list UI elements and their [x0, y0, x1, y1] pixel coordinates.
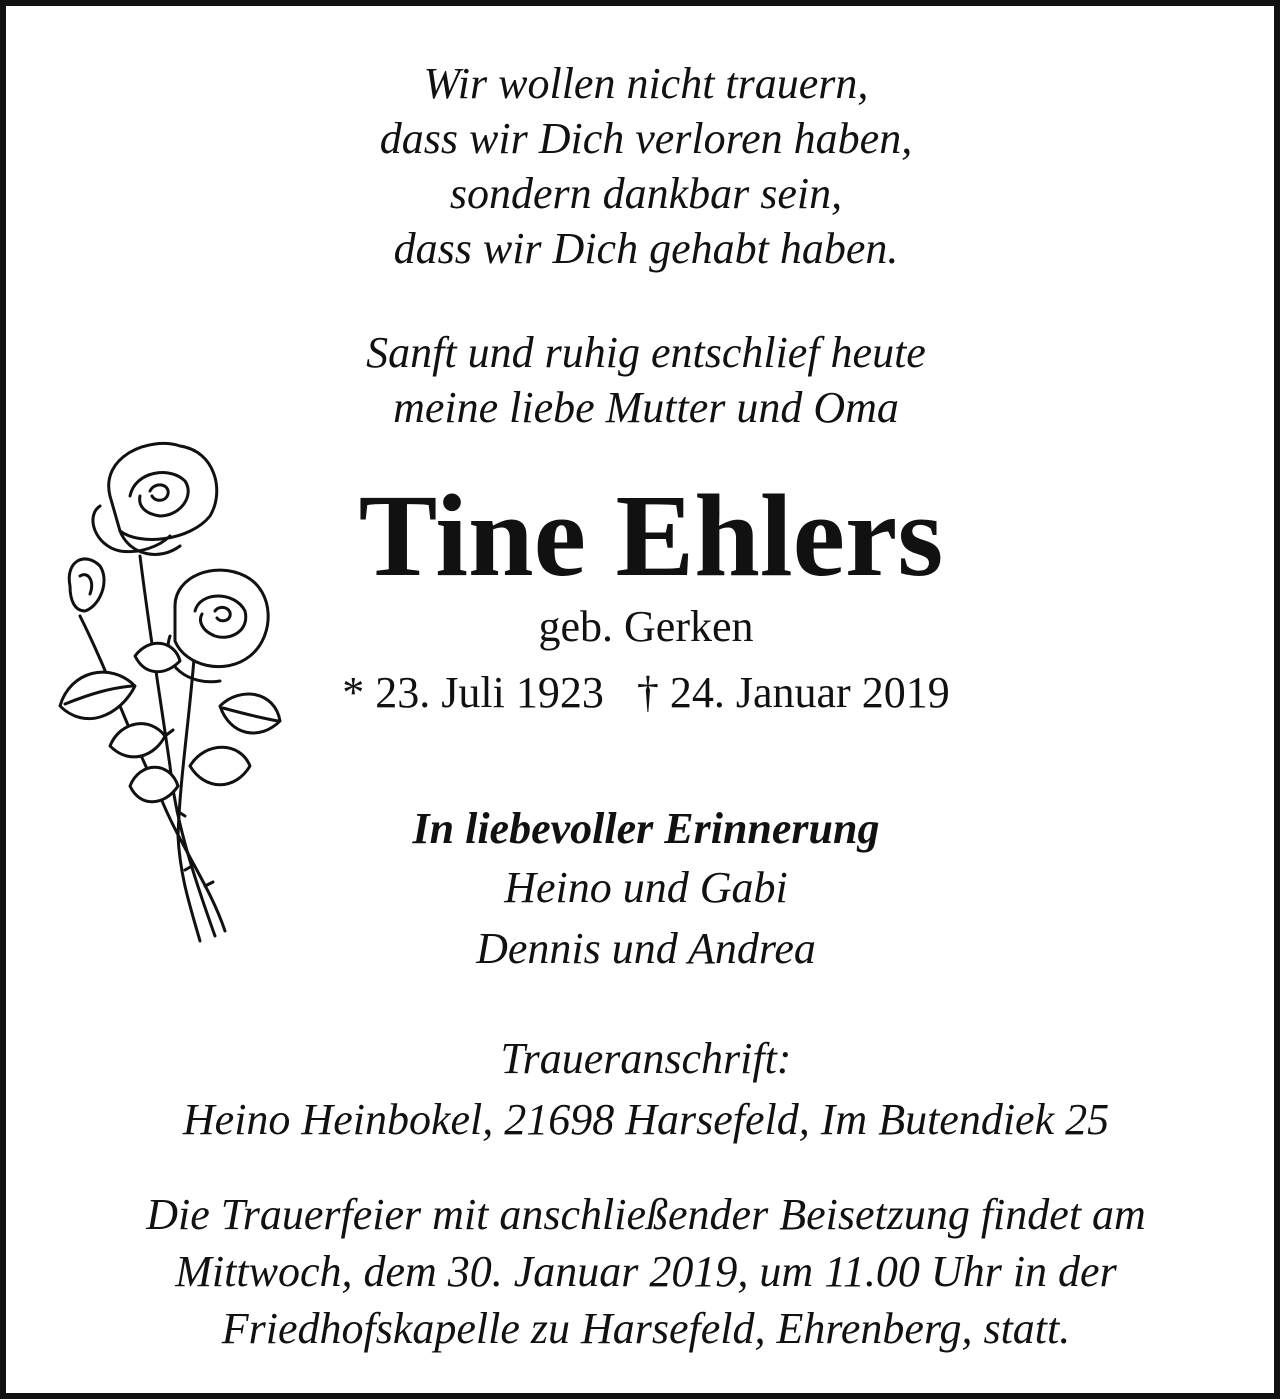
- intro-line-2: meine liebe Mutter und Oma: [393, 383, 899, 432]
- mourners-heading: In liebevoller Erinnerung: [412, 804, 880, 853]
- poem-line-1: Wir wollen nicht trauern,: [423, 59, 869, 108]
- ceremony-line-3: Friedhofskapelle zu Harsefeld, Ehrenberg, statt.: [221, 1304, 1071, 1353]
- intro-line-1: Sanft und ruhig entschlief heute: [366, 328, 926, 377]
- mourners-line-2: Dennis und Andrea: [476, 924, 816, 973]
- mourners-line-1: Heino und Gabi: [504, 863, 788, 912]
- address-value: Heino Heinbokel, 21698 Harsefeld, Im Butendiek 25: [182, 1095, 1110, 1144]
- ceremony-line-1: Die Trauerfeier mit anschließender Beisetzung findet am: [146, 1190, 1146, 1239]
- poem-line-3: sondern dankbar sein,: [449, 169, 843, 218]
- ceremony-line-2: Mittwoch, dem 30. Januar 2019, um 11.00 Uhr in der: [175, 1247, 1117, 1296]
- address-label: Traueranschrift:: [500, 1034, 792, 1083]
- life-dates: * 23. Juli 1923 † 24. Januar 2019: [342, 668, 950, 717]
- deceased-name: Tine Ehlers: [358, 470, 944, 601]
- poem-line-2: dass wir Dich verloren haben,: [379, 114, 913, 163]
- poem-line-4: dass wir Dich gehabt haben.: [393, 224, 899, 273]
- maiden-name: geb. Gerken: [538, 602, 754, 651]
